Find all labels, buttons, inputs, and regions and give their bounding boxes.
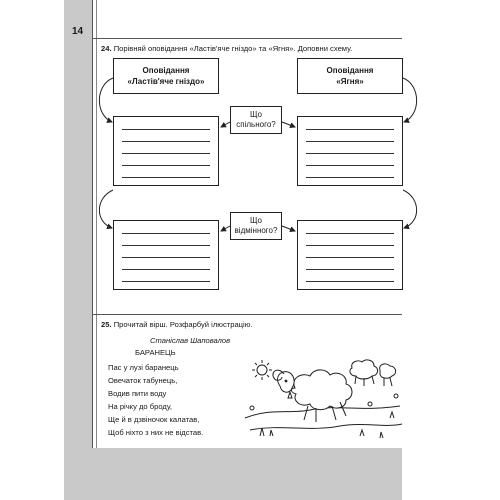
poem-line: Овечаток табунець, xyxy=(108,376,178,385)
section-divider xyxy=(92,314,402,315)
page-number: 14 xyxy=(72,26,84,37)
difference-question-line1: Що xyxy=(250,216,262,225)
arrow-right-bottom xyxy=(403,190,417,228)
arrow-q1-right xyxy=(282,122,295,127)
poem-line: Щоб ніхто з них не відстав. xyxy=(108,428,204,437)
right-story-title: «Ягня» xyxy=(336,77,364,86)
task-24-number: 24. xyxy=(101,44,112,53)
arrow-right-top xyxy=(403,78,417,122)
poem-line: Пас у лузі баранець xyxy=(108,363,179,372)
task-25-heading xyxy=(101,320,253,329)
arrow-left-bottom xyxy=(99,190,113,228)
arrow-q2-left xyxy=(221,226,230,231)
page-footer-strip xyxy=(92,448,402,500)
task-25-instruction: Прочитай вірш. Розфарбуй ілюстрацію. xyxy=(113,320,253,329)
arrow-q2-right xyxy=(282,226,295,231)
poem-line: Водив пити воду xyxy=(108,389,167,398)
difference-question-line2: відмінного? xyxy=(234,226,278,235)
common-question-line1: Що xyxy=(250,110,262,119)
arrow-q1-left xyxy=(221,122,230,127)
right-story-label: Оповідання xyxy=(326,66,374,75)
arrow-left-top xyxy=(99,78,113,122)
left-story-title: «Ластів'яче гніздо» xyxy=(127,77,205,86)
task-24-instruction: Порівняй оповідання «Ластів'яче гніздо» та «Ягня». Доповни схему. xyxy=(113,44,353,53)
poem-author: Станіслав Шаповалов xyxy=(150,336,231,345)
poem-title: БАРАНЕЦЬ xyxy=(135,348,176,357)
common-question-line2: спільного? xyxy=(236,120,276,129)
task-25-number: 25. xyxy=(101,320,112,329)
sheep-illustration[interactable] xyxy=(240,348,405,443)
poem-line: Ще й в дзвіночок калатав, xyxy=(108,415,200,424)
poem-line: На річку до броду, xyxy=(108,402,172,411)
left-story-label: Оповідання xyxy=(142,66,190,75)
